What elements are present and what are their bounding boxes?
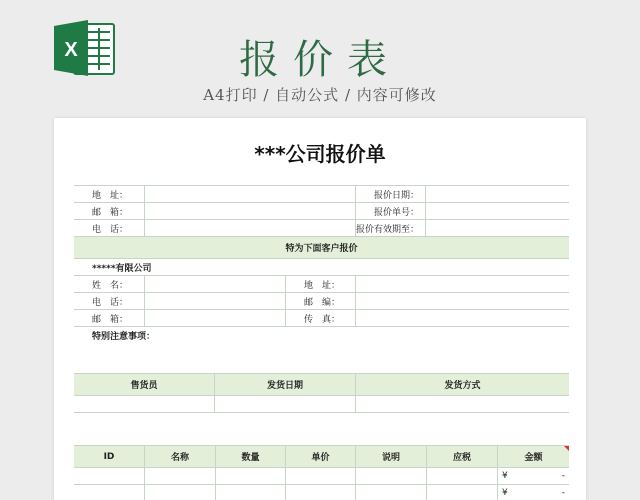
quote-no-label: 报价单号：: [356, 203, 426, 219]
currency-symbol: ¥: [502, 471, 508, 481]
client-phone-cell[interactable]: [145, 293, 286, 309]
address-label: 地 址：: [74, 186, 145, 202]
name-cell[interactable]: [145, 485, 216, 500]
unit-price-cell[interactable]: [286, 468, 356, 484]
client-email-label: 邮 箱：: [74, 310, 145, 326]
items-header-row: [74, 446, 569, 468]
table-row: [74, 220, 569, 237]
banner: [0, 0, 640, 118]
page-subtitle: A4打印 / 自动公式 / 内容可修改: [203, 86, 437, 104]
description-cell[interactable]: [356, 468, 427, 484]
quantity-header: 数量: [216, 446, 286, 467]
quote-sheet: [54, 118, 586, 500]
taxable-header: 应税: [427, 446, 498, 467]
ship-method-cell[interactable]: [356, 396, 569, 412]
amount-cell[interactable]: [498, 485, 569, 500]
id-header: ID: [74, 446, 145, 467]
valid-until-cell[interactable]: [426, 220, 569, 236]
client-postcode-cell[interactable]: [356, 293, 569, 309]
company-info: [74, 185, 569, 361]
ship-date-cell[interactable]: [215, 396, 356, 412]
table-row: [74, 485, 569, 500]
ship-method-header: 发货方式: [444, 381, 481, 391]
quantity-cell[interactable]: [216, 485, 286, 500]
description-header: 说明: [356, 446, 427, 467]
section-header: 特为下面客户报价: [285, 244, 358, 254]
amount-cell[interactable]: [498, 468, 569, 484]
taxable-cell[interactable]: [427, 485, 498, 500]
client-fax-cell[interactable]: [356, 310, 569, 326]
table-row: [74, 293, 569, 310]
address-cell[interactable]: [145, 186, 356, 202]
unit-price-cell[interactable]: [286, 485, 356, 500]
salesperson-cell[interactable]: [74, 396, 215, 412]
ship-date-header: 发货日期: [215, 374, 356, 395]
client-postcode-label: 邮 编：: [286, 293, 356, 309]
quantity-cell[interactable]: [216, 468, 286, 484]
email-label: 邮 箱：: [74, 203, 145, 219]
client-fax-label: 传 真：: [286, 310, 356, 326]
table-row: [74, 186, 569, 203]
name-cell[interactable]: [145, 468, 216, 484]
valid-until-label: 报价有效期至：: [356, 220, 426, 236]
shipping-table: [74, 373, 569, 413]
amount-value: -: [561, 488, 565, 498]
description-cell[interactable]: [356, 485, 427, 500]
unit-price-header: 单价: [286, 446, 356, 467]
salesperson-header: 售货员: [74, 374, 215, 395]
comment-flag-icon: [564, 446, 569, 451]
items-table: [74, 445, 569, 500]
client-company[interactable]: *****有限公司: [92, 263, 152, 274]
svg-text:X: X: [64, 39, 78, 61]
phone-label: 电 话：: [74, 220, 145, 236]
table-row: [74, 276, 569, 293]
table-row: [74, 310, 569, 327]
section-header-row: [74, 237, 569, 259]
table-row: [74, 468, 569, 485]
table-row: [74, 396, 569, 413]
quote-no-cell[interactable]: [426, 203, 569, 219]
quote-date-label: 报价日期：: [356, 186, 426, 202]
phone-cell[interactable]: [145, 220, 356, 236]
taxable-cell[interactable]: [427, 468, 498, 484]
notes-row: [74, 327, 569, 361]
sheet-title[interactable]: ***公司报价单: [254, 142, 386, 166]
client-email-cell[interactable]: [145, 310, 286, 326]
name-header: 名称: [145, 446, 216, 467]
page-title: 报价表: [239, 37, 401, 83]
table-row: [74, 259, 569, 276]
id-cell[interactable]: [74, 485, 145, 500]
table-row: [74, 203, 569, 220]
client-name-label: 姓 名：: [74, 276, 145, 292]
shipping-header-row: [74, 374, 569, 396]
currency-symbol: ¥: [502, 488, 508, 498]
email-cell[interactable]: [145, 203, 356, 219]
amount-header-label: 金额: [524, 453, 543, 463]
amount-header: [498, 446, 569, 467]
client-address-cell[interactable]: [356, 276, 569, 292]
quote-date-cell[interactable]: [426, 186, 569, 202]
amount-value: -: [561, 471, 565, 481]
notes-label[interactable]: 特别注意事项：: [92, 332, 156, 342]
client-address-label: 地 址：: [286, 276, 356, 292]
client-name-cell[interactable]: [145, 276, 286, 292]
client-phone-label: 电 话：: [74, 293, 145, 309]
id-cell[interactable]: [74, 468, 145, 484]
